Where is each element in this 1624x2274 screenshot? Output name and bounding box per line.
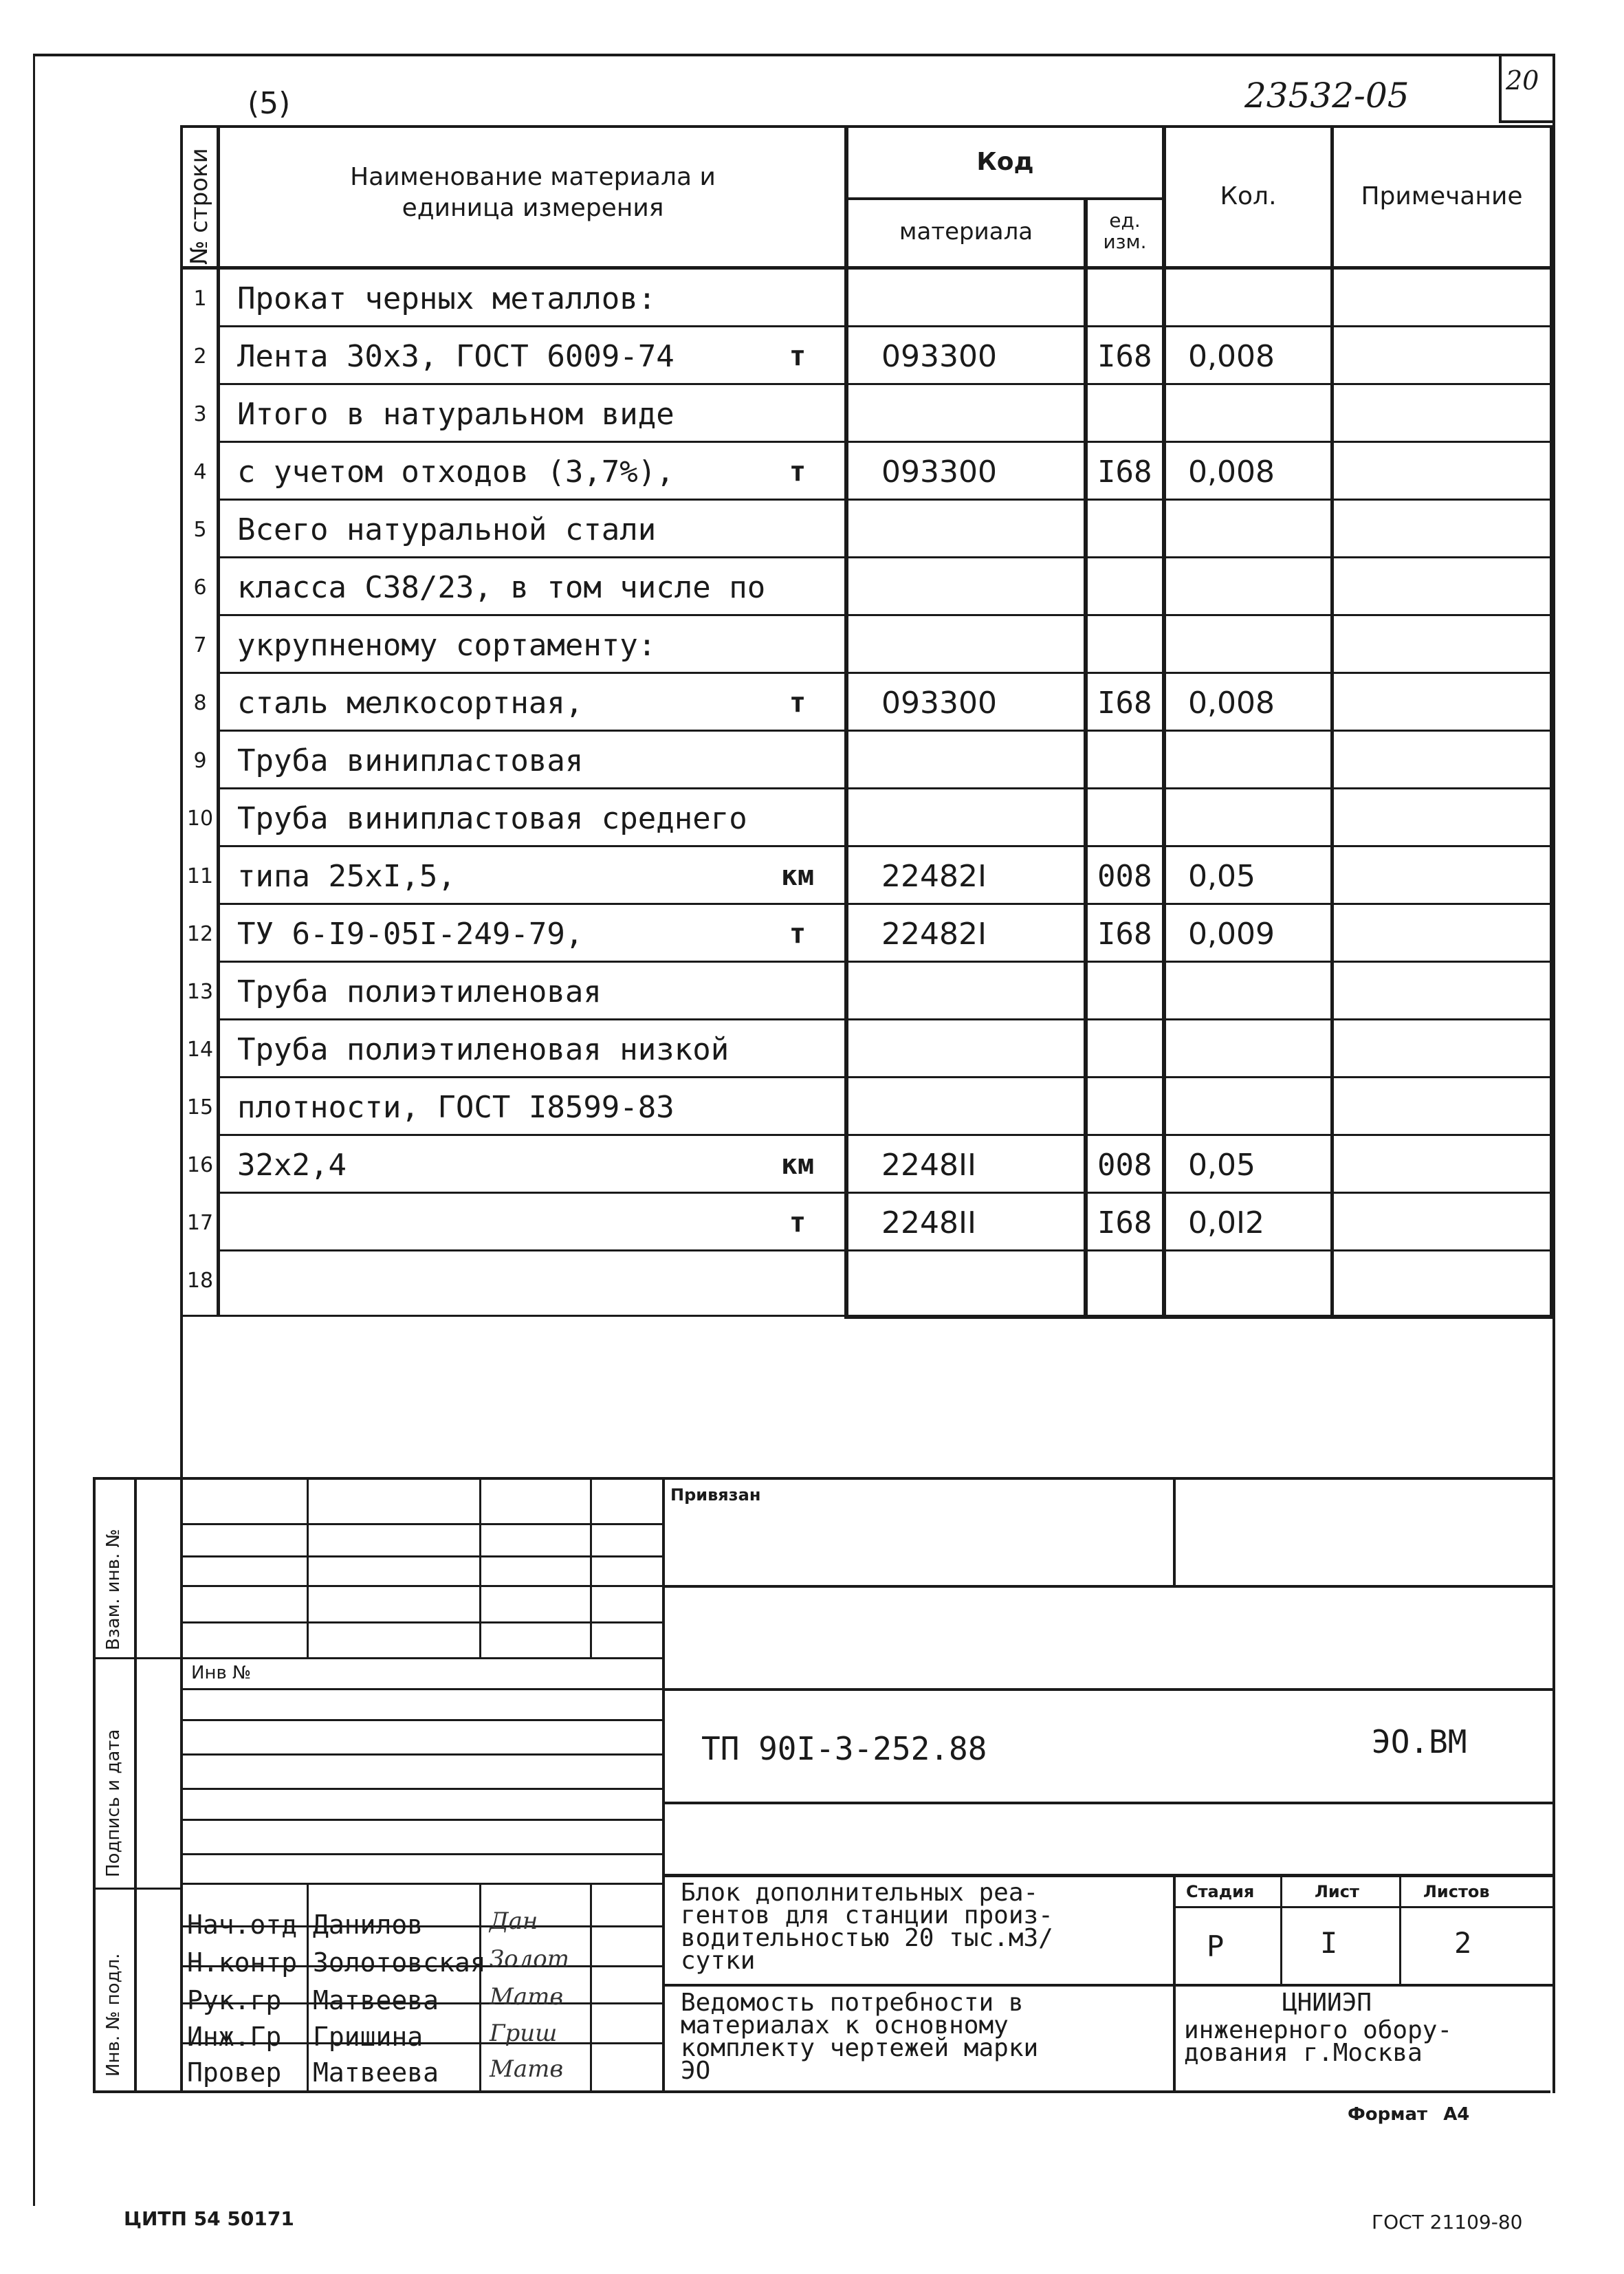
row-name: Труба полиэтиленовая xyxy=(237,974,602,1009)
side-inv-podl: Инв. № подл. xyxy=(103,1953,124,2077)
row-unit-code xyxy=(1097,732,1162,789)
row-name: сталь мелкосортная, xyxy=(237,685,584,721)
row-name: типа 25хI,5, xyxy=(237,858,456,894)
unitcode-divider xyxy=(1162,125,1166,1319)
header-name xyxy=(223,158,842,227)
header-code-material: материала xyxy=(899,218,1033,245)
format-label-text: Формат xyxy=(1348,2104,1428,2125)
material-divider xyxy=(1084,199,1088,1318)
row-unit xyxy=(763,1251,832,1309)
doc-line1: Ведомость потребности в xyxy=(681,1989,1024,2017)
row-name: класса С38/23, в том числе по xyxy=(237,569,766,605)
row-name: Лента 30х3, ГОСТ 6009-74 xyxy=(237,338,674,374)
tb-stage-div1 xyxy=(1280,1874,1282,1984)
sheet-label: Лист xyxy=(1315,1882,1359,1901)
format-label xyxy=(1348,2104,1469,2125)
row-number: 17 xyxy=(186,1210,214,1235)
side-strip-sep1 xyxy=(93,1657,182,1659)
row-quantity xyxy=(1188,1078,1326,1136)
row-quantity: 0,008 xyxy=(1188,685,1275,721)
row-quantity: 0,0I2 xyxy=(1188,1205,1264,1240)
row-number: 10 xyxy=(186,806,214,831)
row-unit-code xyxy=(1097,616,1162,674)
row-name: Прокат черных металлов: xyxy=(237,281,657,316)
footer-left: ЦИТП 54 50171 xyxy=(124,2207,294,2230)
row-unit xyxy=(763,963,832,1020)
title-line4: сутки xyxy=(681,1947,756,1975)
grid-line xyxy=(180,1819,663,1821)
row-material-code: 22482I xyxy=(881,858,987,894)
row-unit xyxy=(763,558,832,616)
signer-signature: Гриш xyxy=(490,2020,558,2047)
tb-col1 xyxy=(307,1477,309,1657)
signer-signature: Матв xyxy=(490,2055,564,2083)
row-unit-code: I68 xyxy=(1097,916,1152,952)
row-unit-code xyxy=(1097,1078,1162,1136)
row-name: плотности, ГОСТ I8599-83 xyxy=(237,1089,674,1125)
side-strip-top xyxy=(93,1477,182,1480)
signer-role: Инж.Гр xyxy=(187,2022,282,2052)
row-unit xyxy=(763,1020,832,1078)
side-strip-sep2 xyxy=(93,1888,182,1890)
row-name xyxy=(237,1194,787,1251)
row-unit xyxy=(763,385,832,443)
row-name: Труба винипластовая среднего xyxy=(237,800,747,836)
row-number: 12 xyxy=(186,921,214,946)
row-unit-code xyxy=(1097,1020,1162,1078)
row-unit xyxy=(763,270,832,327)
signer-role: Провер xyxy=(187,2057,282,2088)
row-quantity xyxy=(1188,963,1326,1020)
row-unit-code xyxy=(1097,1251,1162,1309)
org-line3: дования г.Москва xyxy=(1184,2039,1423,2067)
tb-col1-low xyxy=(307,1883,309,2093)
row-unit-code: I68 xyxy=(1097,1205,1152,1240)
side-strip-right xyxy=(134,1477,137,2093)
footer-right: ГОСТ 21109-80 xyxy=(1372,2211,1523,2233)
inv-no-label: Инв № xyxy=(191,1663,252,1683)
header-qty: Кол. xyxy=(1220,182,1277,210)
row-unit-code: 008 xyxy=(1097,858,1152,894)
row-unit xyxy=(763,732,832,789)
grid-line xyxy=(180,1753,663,1756)
doc-line3: комплекту чертежей марки xyxy=(681,2034,1039,2062)
row-unit: км xyxy=(780,1149,815,1181)
qty-divider xyxy=(1330,125,1334,1319)
row-number: 5 xyxy=(193,517,207,542)
sheet-value: I xyxy=(1320,1926,1338,1960)
side-vzam-inv: Взам. инв. № xyxy=(103,1529,124,1650)
doc-line2: материалах к основному xyxy=(681,2011,1009,2040)
code-split xyxy=(846,197,1165,200)
row-unit-code: I68 xyxy=(1097,685,1152,721)
row-number: 1 xyxy=(193,286,207,311)
frame-bottom-inner xyxy=(93,2090,1550,2093)
row-quantity xyxy=(1188,558,1326,616)
row-unit-code xyxy=(1097,501,1162,558)
row-material-code xyxy=(881,385,1081,443)
row-quantity xyxy=(1188,270,1326,327)
tb-left-outer xyxy=(180,1477,183,2093)
sheets-label: Листов xyxy=(1423,1882,1490,1901)
table-left-thin-bottom xyxy=(180,1315,846,1317)
row-number: 13 xyxy=(186,979,214,1004)
row-unit: км xyxy=(780,860,815,892)
side-strip-left xyxy=(93,1477,96,2093)
row-name: Труба винипластовая xyxy=(237,743,584,778)
row-material-code xyxy=(881,789,1081,847)
row-number: 8 xyxy=(193,690,207,715)
row-unit-code xyxy=(1097,270,1162,327)
tb-col3 xyxy=(590,1477,592,1657)
row-quantity: 0,009 xyxy=(1188,916,1275,952)
format-value: А4 xyxy=(1443,2104,1470,2125)
row-quantity xyxy=(1188,501,1326,558)
row-number: 11 xyxy=(186,864,214,888)
tb-stage-div2 xyxy=(1399,1874,1401,1984)
row-quantity xyxy=(1188,385,1326,443)
row-material-code xyxy=(881,1078,1081,1136)
sheet-number: 20 xyxy=(1506,65,1539,96)
signer-role: Н.контр xyxy=(187,1947,298,1978)
tb-col4 xyxy=(662,1477,665,2093)
signer-name: Золотовская xyxy=(313,1947,486,1978)
grid-line xyxy=(180,1523,663,1525)
title-line2: гентов для станции произ- xyxy=(681,1901,1053,1929)
privyazan-label: Привязан xyxy=(670,1485,761,1505)
row-number: 7 xyxy=(193,633,207,657)
header-code-unit-text: ед. изм. xyxy=(1103,209,1147,253)
stage-label: Стадия xyxy=(1186,1882,1255,1901)
tb-privyazan-bottom xyxy=(662,1585,1554,1588)
side-podpis-data: Подпись и дата xyxy=(103,1729,124,1877)
row-material-code xyxy=(881,558,1081,616)
row-material-code: 2248II xyxy=(881,1147,976,1183)
mark: ЭО.ВМ xyxy=(1372,1723,1467,1760)
sheets-value: 2 xyxy=(1454,1926,1472,1960)
sheet-box-bottom xyxy=(1499,120,1554,123)
tb-stage-hdr-bottom xyxy=(1173,1906,1554,1908)
title-line1: Блок дополнительных реа- xyxy=(681,1879,1039,1907)
row-name: с учетом отходов (3,7%), xyxy=(237,454,674,490)
row-unit: т xyxy=(789,687,806,719)
signer-name: Данилов xyxy=(313,1910,424,1940)
header-code: Код xyxy=(976,147,1034,176)
row-name: ТУ 6-I9-05I-249-79, xyxy=(237,916,584,952)
row-number: 15 xyxy=(186,1095,214,1119)
row-name: Труба полиэтиленовая низкой xyxy=(237,1031,729,1067)
row-name xyxy=(237,1251,787,1309)
row-unit xyxy=(763,789,832,847)
frame-top xyxy=(33,54,1552,56)
org-line2: инженерного обору- xyxy=(1184,2016,1453,2044)
table-top xyxy=(180,125,1554,128)
grid-line xyxy=(180,1853,663,1855)
row-material-code xyxy=(881,270,1081,327)
row-number: 6 xyxy=(193,575,207,600)
row-material-code: 2248II xyxy=(881,1205,976,1240)
row-quantity: 0,008 xyxy=(1188,454,1275,490)
row-unit xyxy=(763,501,832,558)
page-number-label: (5) xyxy=(248,86,291,121)
tb-title-top xyxy=(662,1874,1554,1877)
header-row-no: № строки xyxy=(186,148,213,265)
tb-doc-top xyxy=(662,1984,1554,1987)
row-material-code xyxy=(881,963,1081,1020)
row-name: Всего натуральной стали xyxy=(237,512,657,547)
grid-line xyxy=(180,1688,663,1690)
row-unit-code: 008 xyxy=(1097,1147,1152,1183)
tb-col2-low xyxy=(479,1883,481,2093)
grid-line xyxy=(180,1555,663,1557)
row-number: 18 xyxy=(186,1268,214,1293)
tb-designation-top xyxy=(662,1688,1554,1691)
signer-signature: Дан xyxy=(490,1907,538,1935)
name-divider xyxy=(844,125,848,1319)
signer-name: Матвеева xyxy=(313,1985,439,2015)
title-line3: водительностью 20 тыс.м3/ xyxy=(681,1924,1053,1952)
row-quantity: 0,05 xyxy=(1188,1147,1255,1183)
row-unit: т xyxy=(789,918,806,950)
row-quantity xyxy=(1188,1020,1326,1078)
signer-signature: Золот xyxy=(490,1945,570,1973)
row-material-code: 093300 xyxy=(881,685,997,721)
signer-role: Рук.гр xyxy=(187,1985,282,2015)
stage-value: Р xyxy=(1207,1929,1225,1963)
row-name: Итого в натуральном виде xyxy=(237,396,674,432)
row-material-code xyxy=(881,501,1081,558)
document-number: 23532-05 xyxy=(1244,76,1409,116)
sheet-box-left xyxy=(1499,54,1502,122)
grid-line xyxy=(180,1657,663,1659)
row-unit xyxy=(763,1078,832,1136)
note-right xyxy=(1550,125,1555,1319)
grid-line xyxy=(180,1788,663,1790)
row-quantity: 0,008 xyxy=(1188,338,1275,374)
row-number: 4 xyxy=(193,459,207,484)
row-unit-code xyxy=(1097,385,1162,443)
row-quantity xyxy=(1188,1251,1326,1309)
designation: ТП 90I-3-252.88 xyxy=(701,1730,987,1767)
row-unit-code xyxy=(1097,558,1162,616)
org-line1: ЦНИИЭП xyxy=(1282,1989,1372,2017)
row-quantity: 0,05 xyxy=(1188,858,1255,894)
row-number: 3 xyxy=(193,402,207,426)
row-quantity xyxy=(1188,789,1326,847)
row-unit-code xyxy=(1097,789,1162,847)
tb-col2 xyxy=(479,1477,481,1657)
tb-top xyxy=(180,1477,1554,1480)
signer-role: Нач.отд xyxy=(187,1910,298,1940)
row-number: 2 xyxy=(193,344,207,369)
row-unit: т xyxy=(789,1207,806,1238)
signer-name: Гришина xyxy=(313,2022,424,2052)
table-body-bottom xyxy=(844,1315,1555,1319)
row-material-code xyxy=(881,732,1081,789)
row-material-code xyxy=(881,616,1081,674)
row-material-code: 093300 xyxy=(881,338,997,374)
doc-line4: ЭО xyxy=(681,2057,711,2085)
header-name-text: Наименование материала и единица измерения xyxy=(350,163,716,222)
row-unit: т xyxy=(789,340,806,372)
row-name: укрупненому сортаменту: xyxy=(237,627,657,663)
row-material-code: 093300 xyxy=(881,454,997,490)
row-name: 32х2,4 xyxy=(237,1147,347,1183)
row-quantity xyxy=(1188,732,1326,789)
row-unit-code: I68 xyxy=(1097,338,1152,374)
row-material-code xyxy=(881,1251,1081,1309)
grid-line xyxy=(180,1621,663,1623)
row-number: 9 xyxy=(193,748,207,773)
row-number: 16 xyxy=(186,1152,214,1177)
signer-name: Матвеева xyxy=(313,2057,439,2088)
row-material-code xyxy=(881,1020,1081,1078)
row-number: 14 xyxy=(186,1037,214,1062)
row-unit-code: I68 xyxy=(1097,454,1152,490)
tb-privyazan-right xyxy=(1173,1477,1176,1587)
row-unit-code xyxy=(1097,963,1162,1020)
tb-designation-bottom xyxy=(662,1802,1554,1804)
row-material-code: 22482I xyxy=(881,916,987,952)
grid-line xyxy=(180,1719,663,1721)
row-unit xyxy=(763,616,832,674)
grid-line xyxy=(180,1585,663,1587)
tb-col3-low xyxy=(590,1883,592,2093)
row-unit: т xyxy=(789,456,806,488)
header-note: Примечание xyxy=(1361,182,1523,210)
row-quantity xyxy=(1188,616,1326,674)
header-code-unit xyxy=(1088,201,1162,263)
frame-left xyxy=(33,54,35,2206)
signer-signature: Матв xyxy=(490,1983,564,2011)
grid-line xyxy=(180,1883,663,1885)
